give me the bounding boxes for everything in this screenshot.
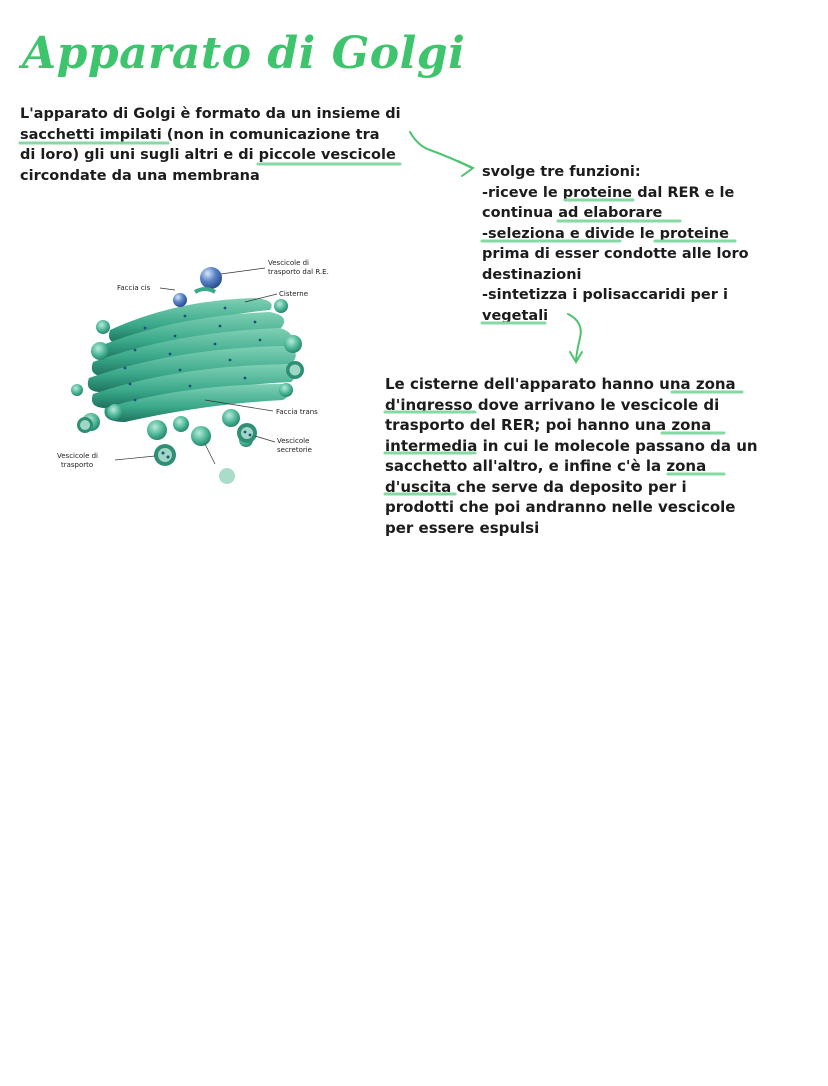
- intro-line: di loro) gli uni sugli altri e di piccole vescicole: [20, 147, 396, 163]
- label-vescicole-re: trasporto dal R.E.: [268, 268, 329, 276]
- label-cisterne: Cisterne: [279, 290, 309, 298]
- vesicle-blue: [200, 267, 222, 289]
- functions-line: -riceve le proteine dal RER e le: [482, 184, 735, 201]
- page-title: Apparato di Golgi: [22, 28, 466, 79]
- intro-line: L'apparato di Golgi è formato da un insieme di: [20, 106, 401, 122]
- label-vescicole-secretorie: Vescicole: [277, 437, 310, 445]
- cisterne-line: intermedia in cui le molecole passano da un: [385, 436, 758, 455]
- intro-line: circondate da una membrana: [20, 167, 260, 184]
- functions-line: -seleziona e divide le proteine: [482, 225, 729, 242]
- cisternae-stack: [88, 298, 296, 422]
- label-vescicole-secretorie: secretorie: [277, 446, 312, 454]
- cisterne-line: sacchetto all'altro, e infine c'è la zona: [385, 457, 707, 475]
- label-faccia-cis: Faccia cis: [117, 284, 151, 292]
- functions-line: svolge tre funzioni:: [482, 164, 641, 180]
- label-vescicole-re: Vescicole di: [268, 259, 309, 267]
- functions-line: prima di esser condotte alle loro: [482, 246, 749, 262]
- cisterne-line: d'uscita che serve da deposito per i: [385, 477, 687, 496]
- label-vescicole-trasporto: trasporto: [61, 461, 94, 469]
- cisterne-line: prodotti che poi andranno nelle vescicole: [385, 498, 736, 516]
- budding-sac: [195, 289, 215, 292]
- cisterne-line: Le cisterne dell'apparato hanno una zona: [385, 375, 736, 393]
- golgi-diagram: [55, 250, 345, 490]
- cisterne-line: trasporto del RER; poi hanno una zona: [385, 416, 712, 434]
- vesicle-blue: [173, 293, 187, 307]
- cisterne-line: d'ingresso dove arrivano le vescicole di: [385, 395, 720, 414]
- label-vescicole-trasporto: Vescicole di: [57, 452, 98, 460]
- functions-line: continua ad elaborare: [482, 205, 663, 221]
- functions-line: -sintetizza i polisaccaridi per i: [482, 287, 728, 303]
- label-faccia-trans: Faccia trans: [276, 408, 318, 416]
- cisterne-line: per essere espulsi: [385, 518, 540, 537]
- functions-line: destinazioni: [482, 266, 582, 283]
- functions-line: vegetali: [482, 307, 549, 324]
- intro-line: sacchetti impilati (non in comunicazione tra: [20, 126, 380, 143]
